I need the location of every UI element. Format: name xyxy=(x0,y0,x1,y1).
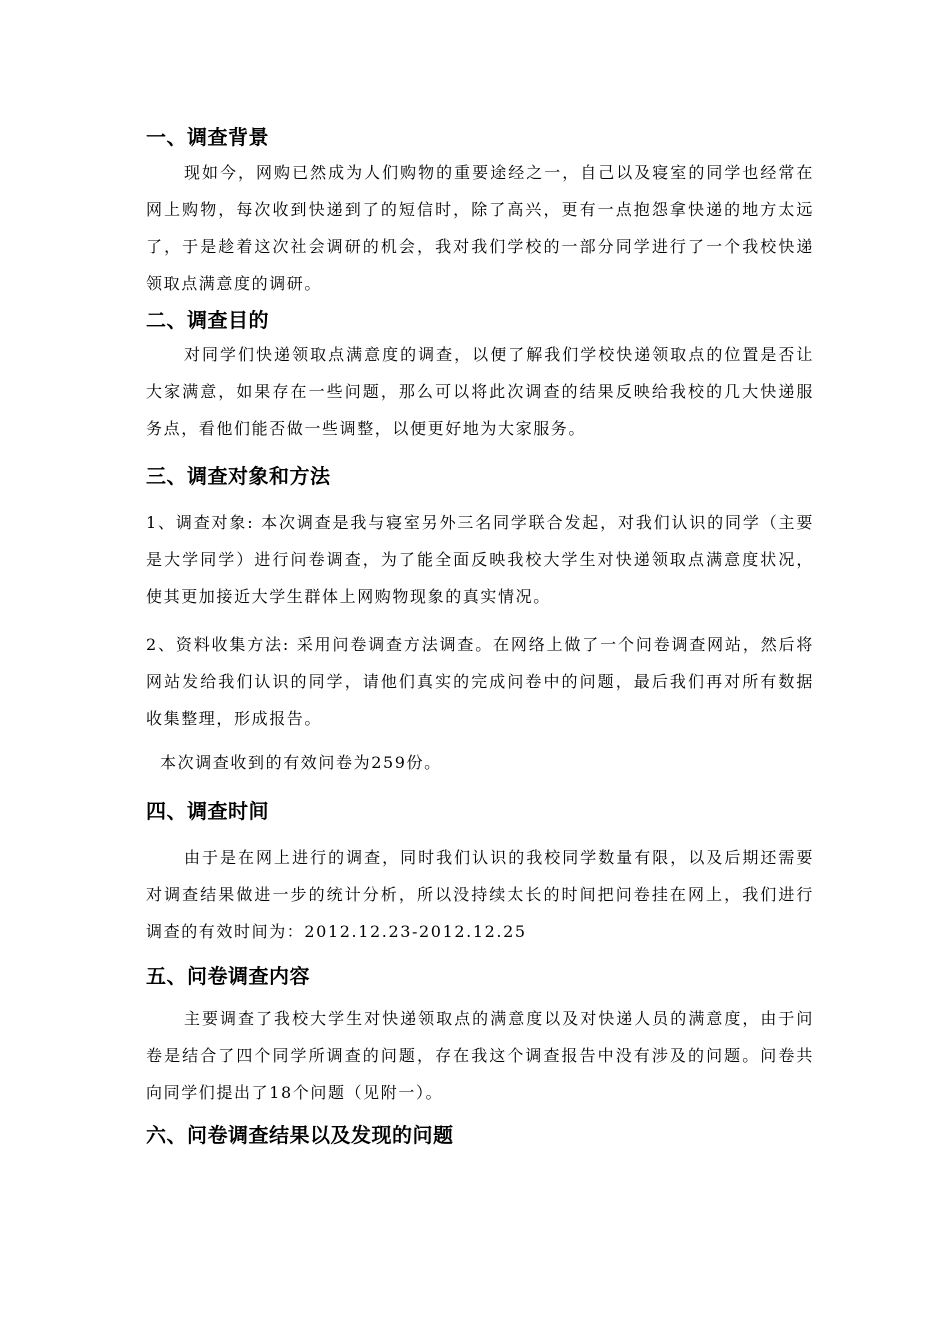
section-heading-purpose: 二、调查目的 xyxy=(146,308,269,332)
section-heading-background: 一、调查背景 xyxy=(146,125,269,149)
section-heading-subjects-methods: 三、调查对象和方法 xyxy=(146,464,331,488)
methods-paragraph: 2、资料收集方法: 采用问卷调查方法调查。在网络上做了一个问卷调查网站，然后将网站发给我们认识的同学，请他们真实的完成问卷中的问题，最后我们再对所有数据收集整理，形成报告。 xyxy=(146,635,814,728)
time-paragraph: 由于是在网上进行的调查，同时我们认识的我校同学数量有限，以及后期还需要对调查结果做进一步的统计分析，所以没持续太长的时间把问卷挂在网上，我们进行调查的有效时间为：2012.12.23-2012.12.25 xyxy=(146,848,814,941)
valid-questionnaires-note: 本次调查收到的有效问卷为259份。 xyxy=(160,753,442,772)
content-paragraph: 主要调查了我校大学生对快递领取点的满意度以及对快递人员的满意度，由于问卷是结合了四个同学所调查的问题，存在我这个调查报告中没有涉及的问题。问卷共向同学们提出了18个问题（见附一）。 xyxy=(146,1009,814,1102)
purpose-paragraph: 对同学们快递领取点满意度的调查，以便了解我们学校快递领取点的位置是否让大家满意，如果存在一些问题，那么可以将此次调查的结果反映给我校的几大快递服务点，看他们能否做一些调整，以便更好地为大家服务。 xyxy=(146,345,814,438)
subjects-paragraph: 1、调查对象: 本次调查是我与寝室另外三名同学联合发起，对我们认识的同学（主要是大学同学）进行问卷调查，为了能全面反映我校大学生对快递领取点满意度状况，使其更加接近大学生群体上网购物现象的真实情况。 xyxy=(146,513,814,606)
section-heading-time: 四、调查时间 xyxy=(146,799,269,823)
section-heading-results: 六、问卷调查结果以及发现的问题 xyxy=(146,1123,454,1147)
section-heading-content: 五、问卷调查内容 xyxy=(146,964,310,988)
background-paragraph: 现如今，网购已然成为人们购物的重要途经之一，自己以及寝室的同学也经常在网上购物，每次收到快递到了的短信时，除了高兴，更有一点抱怨拿快递的地方太远了，于是趁着这次社会调研的机会，我对我们学校的一部分同学进行了一个我校快递领取点满意度的调研。 xyxy=(146,163,814,293)
